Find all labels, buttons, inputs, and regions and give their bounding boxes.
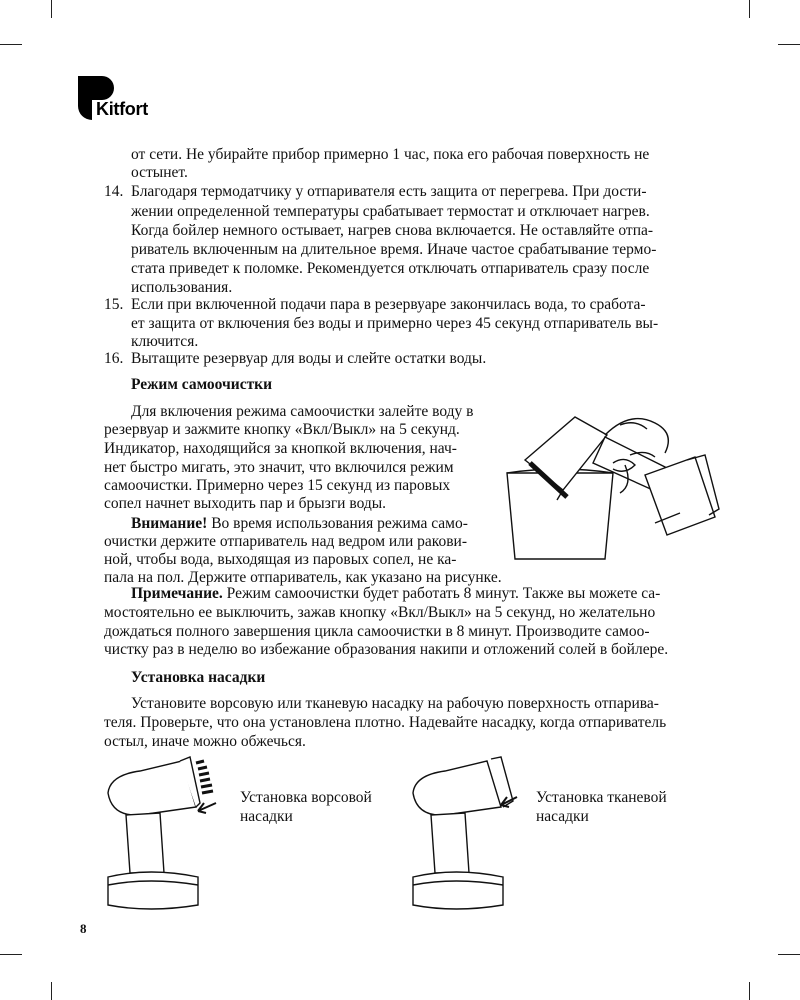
brush-attachment-illustration [100, 755, 240, 915]
note-label: Примечание. [131, 585, 223, 602]
warning-line: очистки держите отпариватель над ведром или ракови- [104, 533, 468, 550]
note-line: мостоятельно ее выключить, зажав кнопку «Вкл/Выкл» на 5 секунд, но желательно [104, 604, 656, 621]
warning-line [131, 515, 468, 533]
self-clean-line: Для включения режима самоочистки залейте воду в [131, 403, 474, 420]
caption-fabric-line2: насадки [536, 808, 589, 825]
note-text: Режим самоочистки будет работать 8 минут. Также вы можете са- [222, 585, 661, 602]
crop-mark [51, 982, 52, 1000]
crop-mark [778, 44, 800, 45]
self-clean-line: резервуар и зажмите кнопку «Вкл/Выкл» на 5 секунд. [104, 421, 460, 438]
fabric-attachment-illustration [405, 755, 525, 915]
crop-mark [51, 0, 52, 18]
crop-mark [0, 954, 22, 955]
list-line: остынет. [131, 164, 188, 181]
warning-line: пала на пол. Держите отпариватель, как указано на рисунке. [104, 569, 502, 586]
attachment-line: Установите ворсовую или тканевую насадку на рабочую поверхность отпарива- [131, 695, 659, 712]
attachment-line: теля. Проверьте, что она установлена плотно. Надевайте насадку, когда отпариватель [104, 714, 667, 731]
list-line: использования. [131, 279, 233, 296]
warning-line: ной, чтобы вода, выходящая из паровых сопел, не ка- [104, 551, 457, 568]
self-clean-line: нет быстро мигать, это значит, что включился режим [104, 459, 454, 476]
list-line: стата приведет к поломке. Рекомендуется отключать отпариватель сразу после [131, 260, 650, 277]
self-clean-line: Индикатор, находящийся за кнопкой включения, нач- [104, 440, 457, 457]
list-line: ключится. [131, 333, 199, 350]
list-line: ет защита от включения без воды и примерно через 45 секунд отпариватель вы- [131, 315, 659, 332]
crop-mark [749, 982, 750, 1000]
section-heading-self-clean: Режим самоочистки [131, 376, 273, 393]
self-clean-illustration [505, 405, 720, 565]
warning-label: Внимание! [131, 515, 208, 532]
list-line: жении определенной температуры срабатывает термостат и отключает нагрев. [131, 203, 650, 220]
caption-brush-line1: Установка ворсовой [240, 789, 372, 806]
list-number: 15. [104, 296, 124, 313]
section-heading-attachment: Установка насадки [131, 669, 266, 686]
attachment-line: остыл, иначе можно обжечься. [104, 733, 306, 750]
crop-mark [749, 0, 750, 18]
list-line: от сети. Не убирайте прибор примерно 1 час, пока его рабочая поверхность не [131, 146, 650, 163]
self-clean-line: сопел начнет выходить пар и брызги воды. [104, 495, 387, 512]
list-line: Вытащите резервуар для воды и слейте остатки воды. [131, 350, 487, 367]
note-line [131, 585, 660, 603]
list-line: Если при включенной подачи пара в резервуаре закончилась вода, то сработа- [131, 296, 646, 313]
page-number: 8 [80, 921, 87, 936]
list-line: Благодаря термодатчику у отпаривателя есть защита от перегрева. При дости- [131, 183, 647, 200]
list-number: 16. [104, 350, 124, 367]
note-line: дождаться полного завершения цикла самоочистки в 8 минут. Производите самоо- [104, 623, 650, 640]
list-number: 14. [104, 183, 124, 200]
list-line: Когда бойлер немного остывает, нагрев снова включается. Не оставляйте отпа- [131, 222, 654, 239]
brand-name: Kitfort [96, 99, 148, 119]
caption-fabric-line1: Установка тканевой [536, 789, 667, 806]
caption-brush-line2: насадки [240, 808, 293, 825]
crop-mark [0, 44, 22, 45]
warning-text: Во время использования режима само- [207, 515, 468, 532]
note-line: чистку раз в неделю во избежание образования накипи и отложений солей в бойлере. [104, 641, 669, 658]
self-clean-line: самоочистки. Примерно через 15 секунд из паровых [104, 477, 451, 494]
list-line: риватель включенным на длительное время. Иначе частое срабатывание термо- [131, 241, 657, 258]
crop-mark [778, 954, 800, 955]
